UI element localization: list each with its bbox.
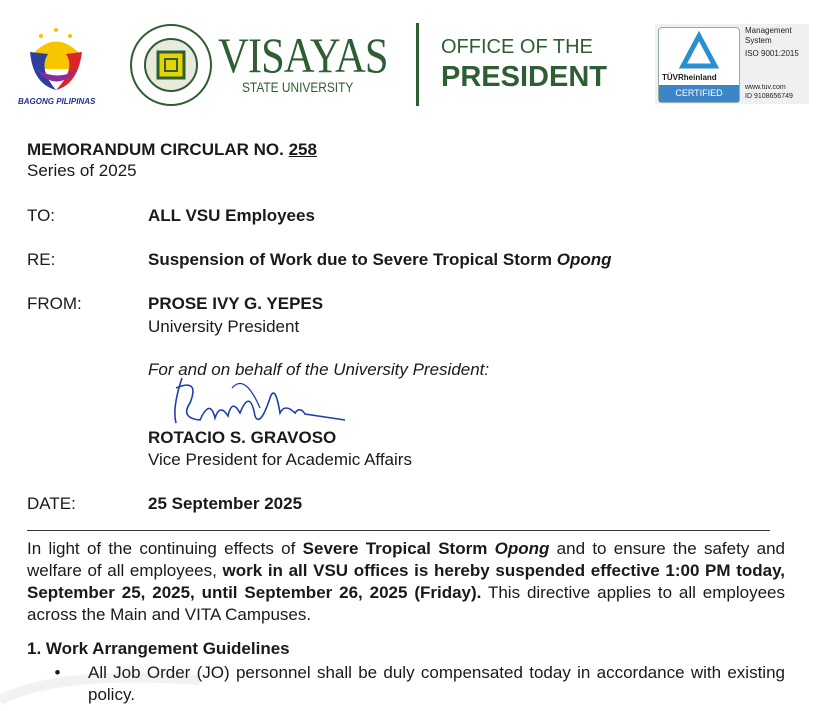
university-subtitle: STATE UNIVERSITY — [242, 79, 354, 95]
memo-title — [27, 140, 317, 160]
on-behalf-note: For and on behalf of the University President: — [148, 360, 490, 379]
header-divider — [416, 23, 419, 106]
signatory-name: ROTACIO S. GRAVOSO — [148, 428, 337, 447]
re-value-text: Suspension of Work due to Severe Tropical Storm — [148, 250, 557, 269]
memo-number: 258 — [288, 140, 317, 159]
memo-body — [27, 538, 785, 706]
section-heading-work-arrangement: 1. Work Arrangement Guidelines — [27, 639, 290, 658]
to-label: TO: — [27, 206, 56, 225]
certified-label: CERTIFIED — [659, 85, 739, 102]
university-name: VISAYAS — [218, 27, 388, 83]
cert-line2: System — [745, 36, 772, 45]
date-label: DATE: — [27, 494, 76, 513]
from-name: PROSE IVY G. YEPES — [148, 294, 324, 313]
from-title: University President — [148, 317, 300, 336]
cert-line1: Management — [745, 26, 792, 35]
tuv-triangle-icon — [659, 30, 739, 74]
bullet-row — [27, 662, 785, 706]
re-value — [148, 250, 611, 270]
from-label: FROM: — [27, 294, 82, 313]
bagong-pilipinas-text: BAGONG PILIPINAS — [18, 97, 96, 106]
bullet-item: All Job Order (JO) personnel shall be duly compensated today in accordance with existing policy. — [88, 663, 785, 704]
bullet-dot: • — [54, 663, 61, 682]
cert-url: www.tuv.com — [745, 84, 786, 91]
separator-line — [27, 530, 770, 531]
memo-series: Series of 2025 — [27, 161, 137, 180]
to-value: ALL VSU Employees — [148, 206, 315, 225]
bagong-pilipinas-logo — [18, 24, 108, 110]
storm-name: Opong — [556, 250, 612, 269]
iso-certification-badge — [655, 24, 809, 104]
intro-paragraph: In light of the continuing effects of Severe Tropical Storm Opong and to ensure the safety and welfare of all employees, work in all VSU offices is hereby suspended effective 1:00 PM today, September 25, 2025, until September 26, 2025 (Friday). This directive applies to all employees across the Main and VITA Campuses. — [27, 539, 785, 624]
memo-title-prefix: MEMORANDUM CIRCULAR NO. — [27, 140, 289, 159]
signature — [160, 368, 350, 426]
cert-line3: ISO 9001:2015 — [745, 49, 799, 58]
office-line1: OFFICE OF THE — [441, 36, 593, 58]
re-label: RE: — [27, 250, 56, 269]
tuv-brand: TÜVRheinland — [662, 73, 717, 82]
date-value: 25 September 2025 — [148, 494, 303, 513]
vsu-seal — [130, 24, 212, 106]
cert-id: ID 9108656749 — [745, 93, 793, 100]
signatory-title: Vice President for Academic Affairs — [148, 450, 412, 469]
office-line2: PRESIDENT — [441, 61, 607, 93]
